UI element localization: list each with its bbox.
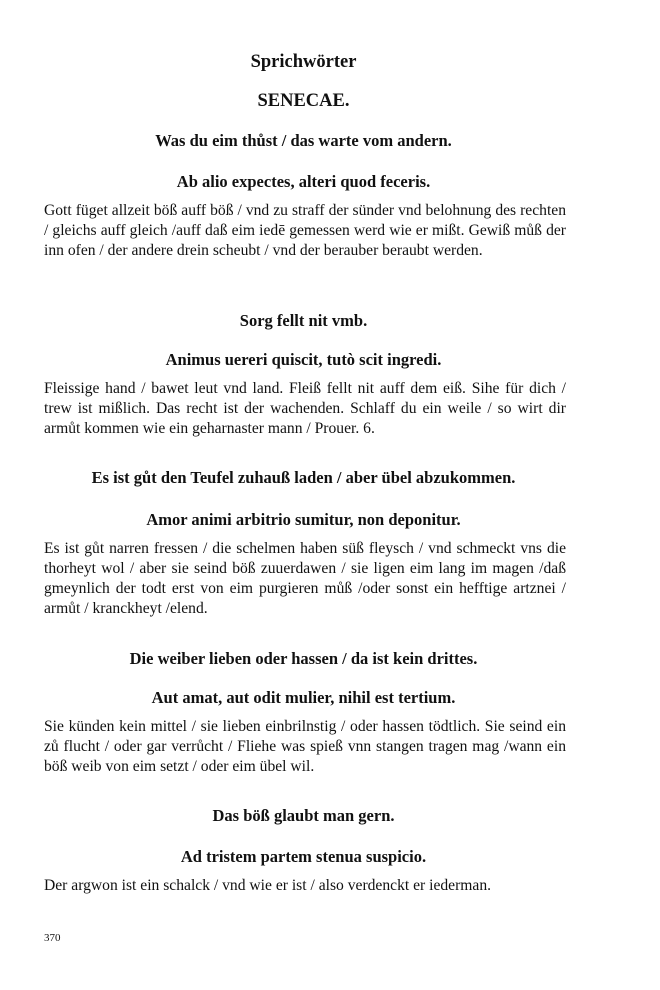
latin-proverb: Amor animi arbitrio sumitur, non deponitur. bbox=[146, 510, 461, 529]
latin-proverb: Aut amat, aut odit mulier, nihil est tertium. bbox=[151, 688, 456, 707]
proverb-commentary: Es ist gůt narren fressen / die schelmen haben süß fleysch / vnd schmeckt vns die thorheyt wol / aber sie seind böß zuuerdawen / sie ligen eim lang im magen /daß gmeynlich der todt erst von eim purgieren můß /oder sonst ein hefftige artznei / armůt / kranckheyt /elend. bbox=[44, 540, 566, 617]
proverb-commentary: Sie künden kein mittel / sie lieben einbrilnstig / oder hassen tödtlich. Sie seind ein zů flucht / oder gar verrůcht / Fliehe was spieß vnn stangen tragen mag /wann ein böß weib von eim setzt / oder eim übel wil. bbox=[44, 718, 566, 775]
proverb-heading: Sorg fellt nit vmb. bbox=[239, 311, 368, 330]
latin-proverb: Animus uereri quiscit, tutò scit ingredi. bbox=[165, 350, 442, 369]
latin-proverb: Ab alio expectes, alteri quod feceris. bbox=[176, 172, 431, 191]
proverb-commentary: Fleissige hand / bawet leut vnd land. Fleiß fellt nit auff dem eiß. Sihe für dich / trew ist mißlich. Das recht ist der wachenden. Schlaff du ein weile / so wirt dir armůt kommen wie ein geharnaster mann / Prouer. 6. bbox=[44, 380, 566, 437]
page-title: Sprichwörter bbox=[250, 52, 357, 72]
proverb-heading: Was du eim thůst / das warte vom andern. bbox=[155, 131, 452, 150]
page-number: 370 bbox=[44, 932, 61, 944]
proverb-commentary: Gott füget allzeit böß auff böß / vnd zu straff der sünder vnd belohnung des rechten / gleichs auff gleich /auff daß eim iedē gemessen werd wie er mißt. Gewiß můß der inn ofen / der andere drein scheubt / vnd der berauber beraubt werden. bbox=[44, 202, 566, 259]
author-heading: SENECAE. bbox=[257, 91, 350, 111]
proverb-heading: Es ist gůt den Teufel zuhauß laden / aber übel abzukommen. bbox=[91, 468, 516, 487]
proverb-commentary: Der argwon ist ein schalck / vnd wie er ist / also verdenckt er iederman. bbox=[44, 877, 492, 894]
proverb-heading: Das böß glaubt man gern. bbox=[212, 806, 395, 825]
proverb-heading: Die weiber lieben oder hassen / da ist kein drittes. bbox=[129, 649, 478, 668]
latin-proverb: Ad tristem partem stenua suspicio. bbox=[180, 847, 427, 866]
